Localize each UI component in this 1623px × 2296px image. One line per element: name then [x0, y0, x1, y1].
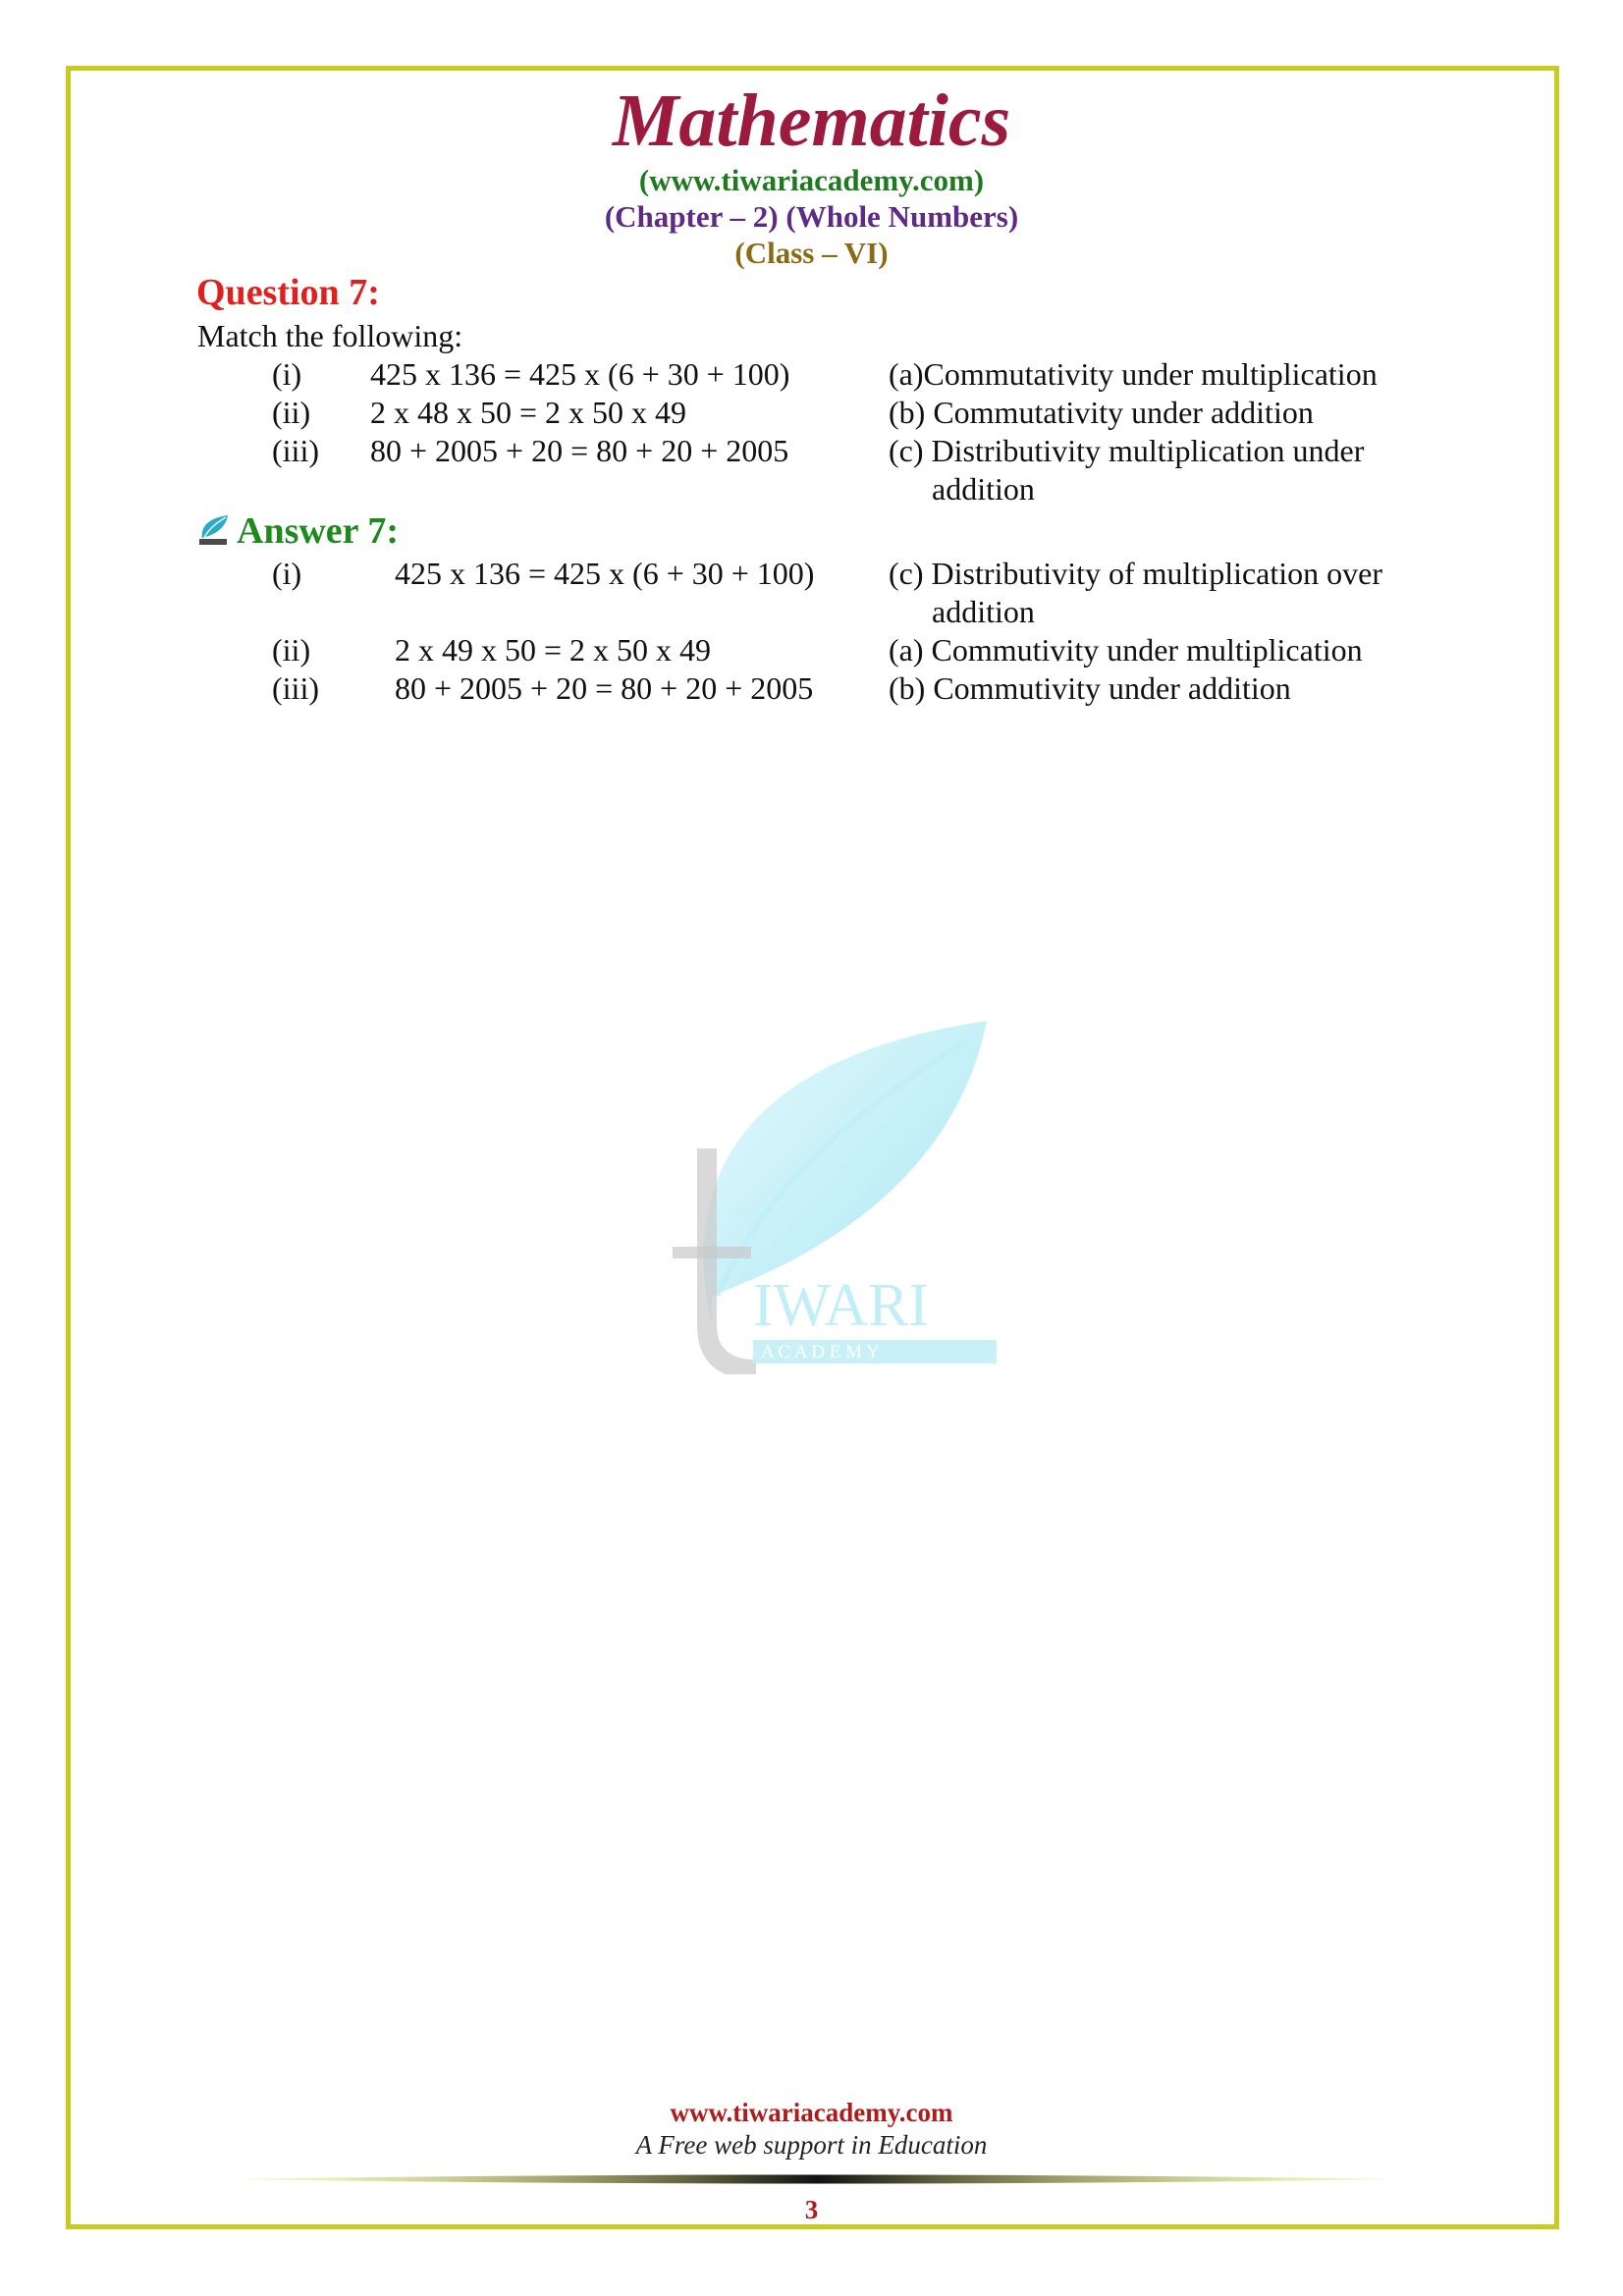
watermark-logo-icon — [643, 1001, 997, 1374]
footer-site-link[interactable]: www.tiwariacademy.com — [670, 2098, 953, 2127]
question-heading: Question 7: — [196, 272, 380, 313]
header-class: (Class – VI) — [734, 236, 889, 270]
answer-row-num: (iii) — [272, 670, 319, 706]
question-row-num: (ii) — [272, 395, 311, 430]
question-row-expr: 2 x 48 x 50 = 2 x 50 x 49 — [370, 395, 687, 430]
footer-tagline: A Free web support in Education — [635, 2130, 988, 2160]
question-row-option: (b) Commutativity under addition — [889, 395, 1314, 430]
answer-row-option: (b) Commutivity under addition — [889, 670, 1291, 706]
header-site: (www.tiwariacademy.com) — [638, 163, 985, 197]
question-row-option: (a)Commutativity under multiplication — [889, 356, 1378, 392]
answer-row-num: (ii) — [272, 632, 311, 667]
watermark-word: IWARI — [753, 1272, 930, 1339]
answer-row-expr: 80 + 2005 + 20 = 80 + 20 + 2005 — [395, 670, 814, 706]
question-row-num: (i) — [272, 356, 302, 392]
question-row-expr: 80 + 2005 + 20 = 80 + 20 + 2005 — [370, 433, 789, 468]
answer-row-option-cont: addition — [932, 594, 1035, 629]
question-row-expr: 425 x 136 = 425 x (6 + 30 + 100) — [370, 356, 790, 392]
question-prompt: Match the following: — [197, 318, 463, 353]
page-number: 3 — [804, 2195, 819, 2224]
answer-row-num: (i) — [272, 556, 302, 591]
answer-heading: Answer 7: — [237, 510, 400, 552]
question-row-option-cont: addition — [932, 471, 1035, 507]
header-chapter: (Chapter – 2) (Whole Numbers) — [604, 199, 1019, 234]
leaf-logo-icon — [196, 512, 230, 546]
answer-row-expr: 425 x 136 = 425 x (6 + 30 + 100) — [395, 556, 815, 591]
watermark-sub: A C A D E M Y — [761, 1342, 880, 1362]
footer-divider — [228, 2172, 1406, 2186]
answer-row-option: (c) Distributivity of multiplication over — [889, 556, 1383, 591]
answer-row-option: (a) Commutivity under multiplication — [889, 632, 1363, 667]
page-title: Mathematics — [612, 80, 1011, 162]
question-row-num: (iii) — [272, 433, 319, 468]
answer-row-expr: 2 x 49 x 50 = 2 x 50 x 49 — [395, 632, 712, 667]
question-row-option: (c) Distributivity multiplication under — [889, 433, 1365, 468]
